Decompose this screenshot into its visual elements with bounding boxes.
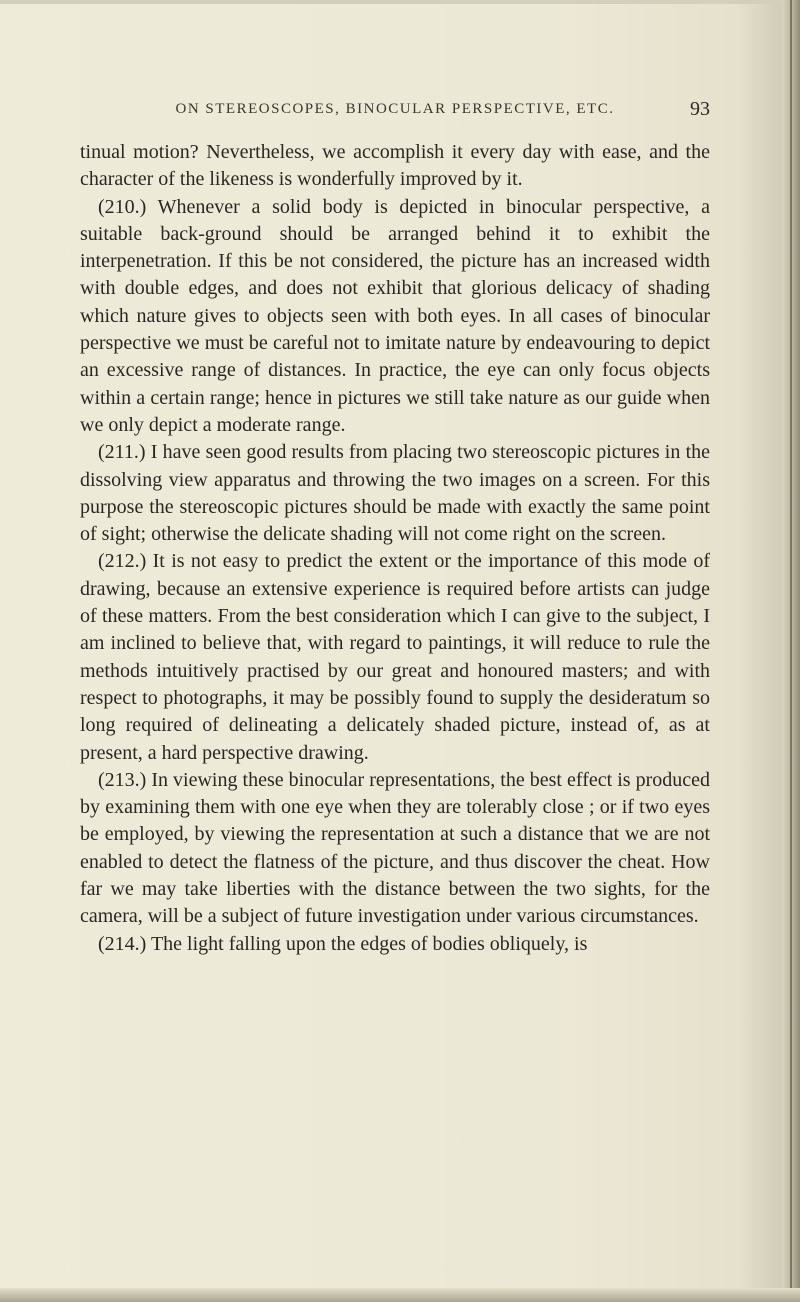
body-text bbox=[80, 139, 710, 958]
page-binding-shadow bbox=[790, 0, 792, 1302]
paragraph-212: (212.) It is not easy to predict the extent or the importance of this mode of drawing, because an extensive experience is required before artists can judge of these matters. From the best consideration which I can give to the subject, I am inclined to believe that, with regard to paintings, it will reduce to rule the methods intuitively practised by our great and honoured masters; and with respect to photographs, it may be possibly found to supply the desideratum so long required of delineating a delicately shaded picture, instead of, as at present, a hard perspective drawing. bbox=[80, 550, 710, 764]
page-bottom-edge bbox=[0, 1288, 800, 1302]
paragraph-210: (210.) Whenever a solid body is depicted in binocular perspective, a suitable back-ground should be arranged behind it to exhibit the interpenetration. If this be not considered, the picture has an increased width with double edges, and does not exhibit that glorious delicacy of shading which nature gives to objects seen with both eyes. In all cases of binocular perspective we must be careful not to imitate nature by endeavouring to depict an excessive range of distances. In practice, the eye can only focus objects within a certain range; hence in pictures we still take nature as our guide when we only depict a moderate range. bbox=[80, 195, 710, 436]
paragraph-214: (214.) The light falling upon the edges of bodies obliquely, is bbox=[98, 932, 588, 955]
page-header bbox=[80, 98, 710, 129]
paragraph-213: (213.) In viewing these binocular representations, the best effect is produced by examining them with one eye when they are tolerably close ; or if two eyes be employed, by viewing the representation at such a distance that we are not enabled to detect the flatness of the picture, and thus discover the cheat. How far we may take liberties with the distance between the two sights, for the camera, will be a subject of future investigation under various circumstances. bbox=[80, 768, 710, 928]
paragraph-211: (211.) I have seen good results from placing two stereoscopic pictures in the dissolving view apparatus and throwing the two images on a screen. For this purpose the stereoscopic pictures should be made with exactly the same point of sight; otherwise the delicate shading will not come right on the screen. bbox=[80, 441, 710, 546]
page-top-edge bbox=[0, 0, 800, 4]
paragraph-continuation: tinual motion? Nevertheless, we accomplish it every day with ease, and the character of the likeness is wonderfully improved by it. bbox=[80, 141, 710, 191]
page-number: 93 bbox=[690, 98, 710, 120]
running-head: ON STEREOSCOPES, BINOCULAR PERSPECTIVE, ETC. bbox=[175, 101, 615, 117]
